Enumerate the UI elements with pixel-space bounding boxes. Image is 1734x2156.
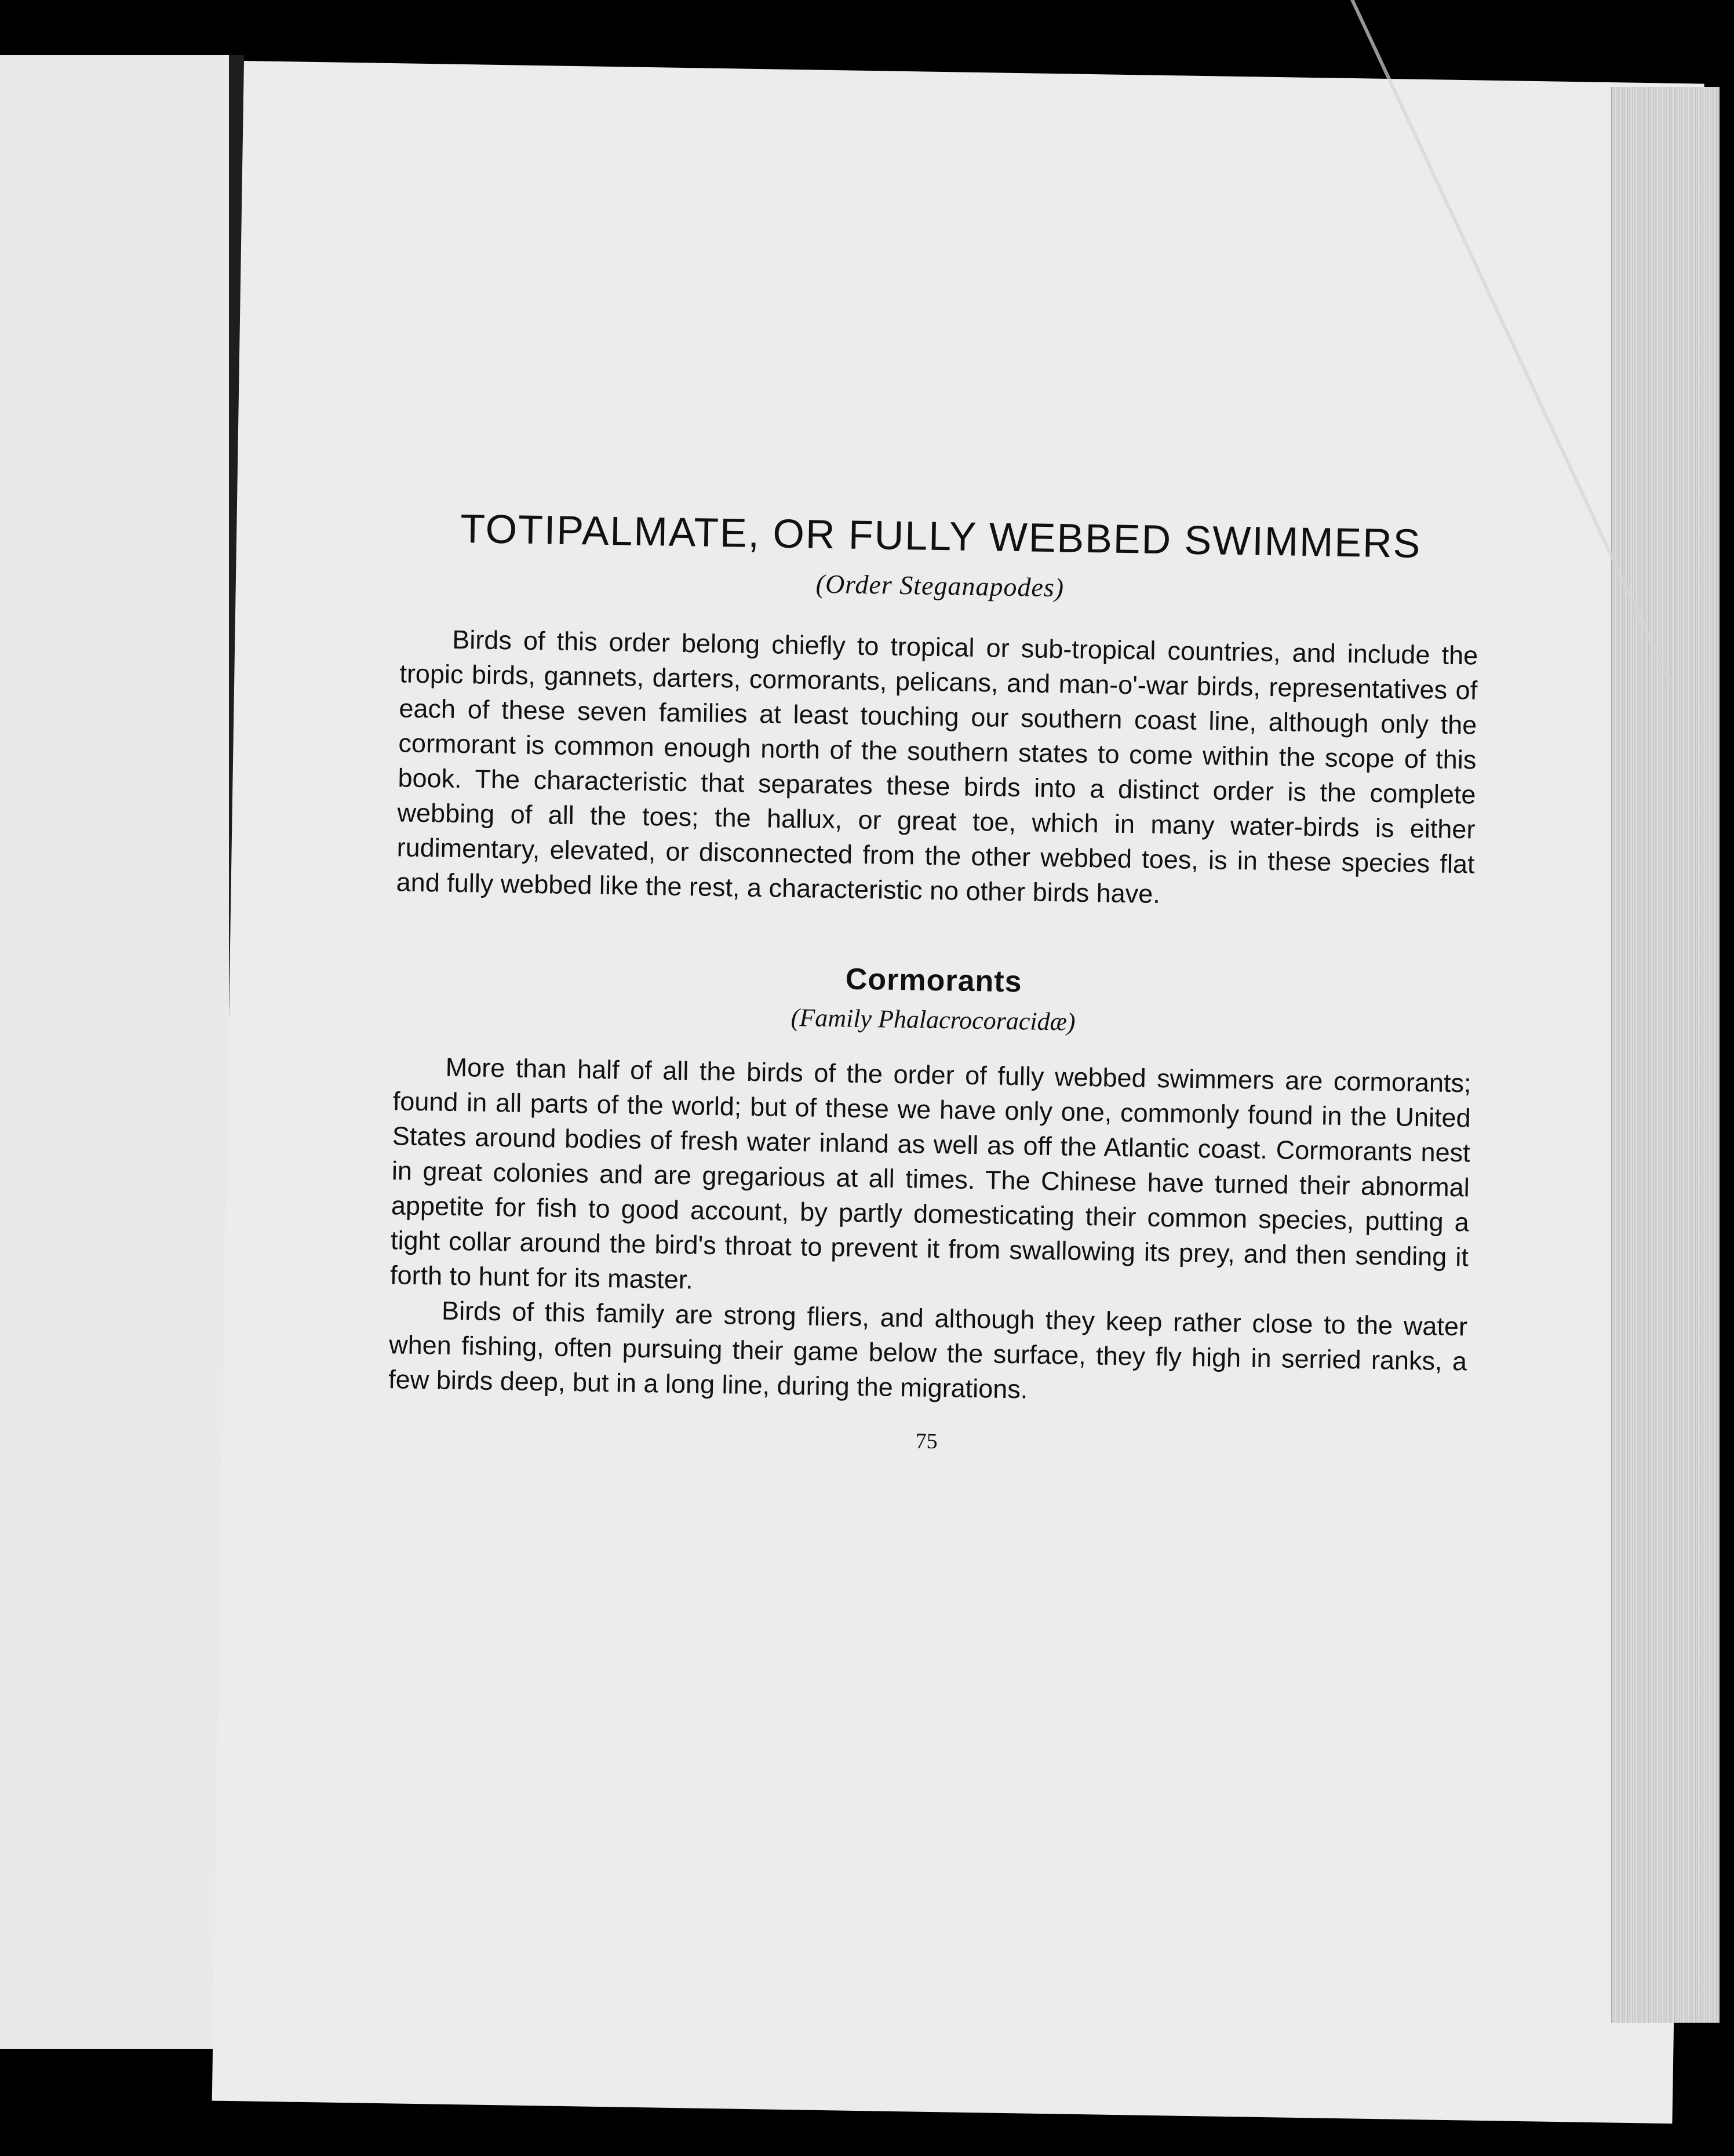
order-subtitle: (Order Steganapodes): [815, 569, 1065, 603]
body-paragraph-2: Birds of this family are strong fliers, and although they keep rather close to the water when fishing, often pursuing their game below the surface, they fly high in serried ranks, a few birds deep, but in a long line, during the migrations.: [388, 1295, 1468, 1404]
page-edges: [1611, 87, 1720, 2023]
page-content: [388, 504, 1480, 1462]
family-subtitle: (Family Phalacrocoracidæ): [790, 1003, 1076, 1036]
left-page: [0, 55, 229, 2049]
family-heading: Cormorants: [845, 962, 1023, 999]
body-paragraph-1: More than half of all the birds of the order of fully webbed swimmers are cormorants; found in all parts of the world; but of these we have only one, commonly found in the United States around bodies of fresh water inland as well as off the Atlantic coast. Cormorants nest in great colonies and are gregarious at all times. The Chinese have turned their abnormal appetite for fish to good account, by partly domesticating their common species, putting a tight collar around the bird's throat to prevent it from swallowing its prey, and then sending it forth to hunt for its master.: [389, 1052, 1471, 1295]
intro-paragraph: Birds of this order belong chiefly to tropical or sub-tropical countries, and include the tropic birds, gannets, darters, cormorants, pelicans, and man-o'-war birds, representatives of each of these seven families at least touching our southern coast line, although only the cormorant is common enough north of the southern states to come within the scope of this book. The characteristic that separates these birds into a distinct order is the complete webbing of all the toes; the hallux, or great toe, which in many water-birds is either rudimentary, elevated, or disconnected from the other webbed toes, is in these species flat and fully webbed like the rest, a characteristic no other birds have.: [396, 624, 1478, 909]
chapter-title: TOTIPALMATE, OR FULLY WEBBED SWIMMERS: [460, 505, 1422, 567]
right-page: [212, 61, 1704, 2124]
page-number: 75: [915, 1429, 938, 1454]
